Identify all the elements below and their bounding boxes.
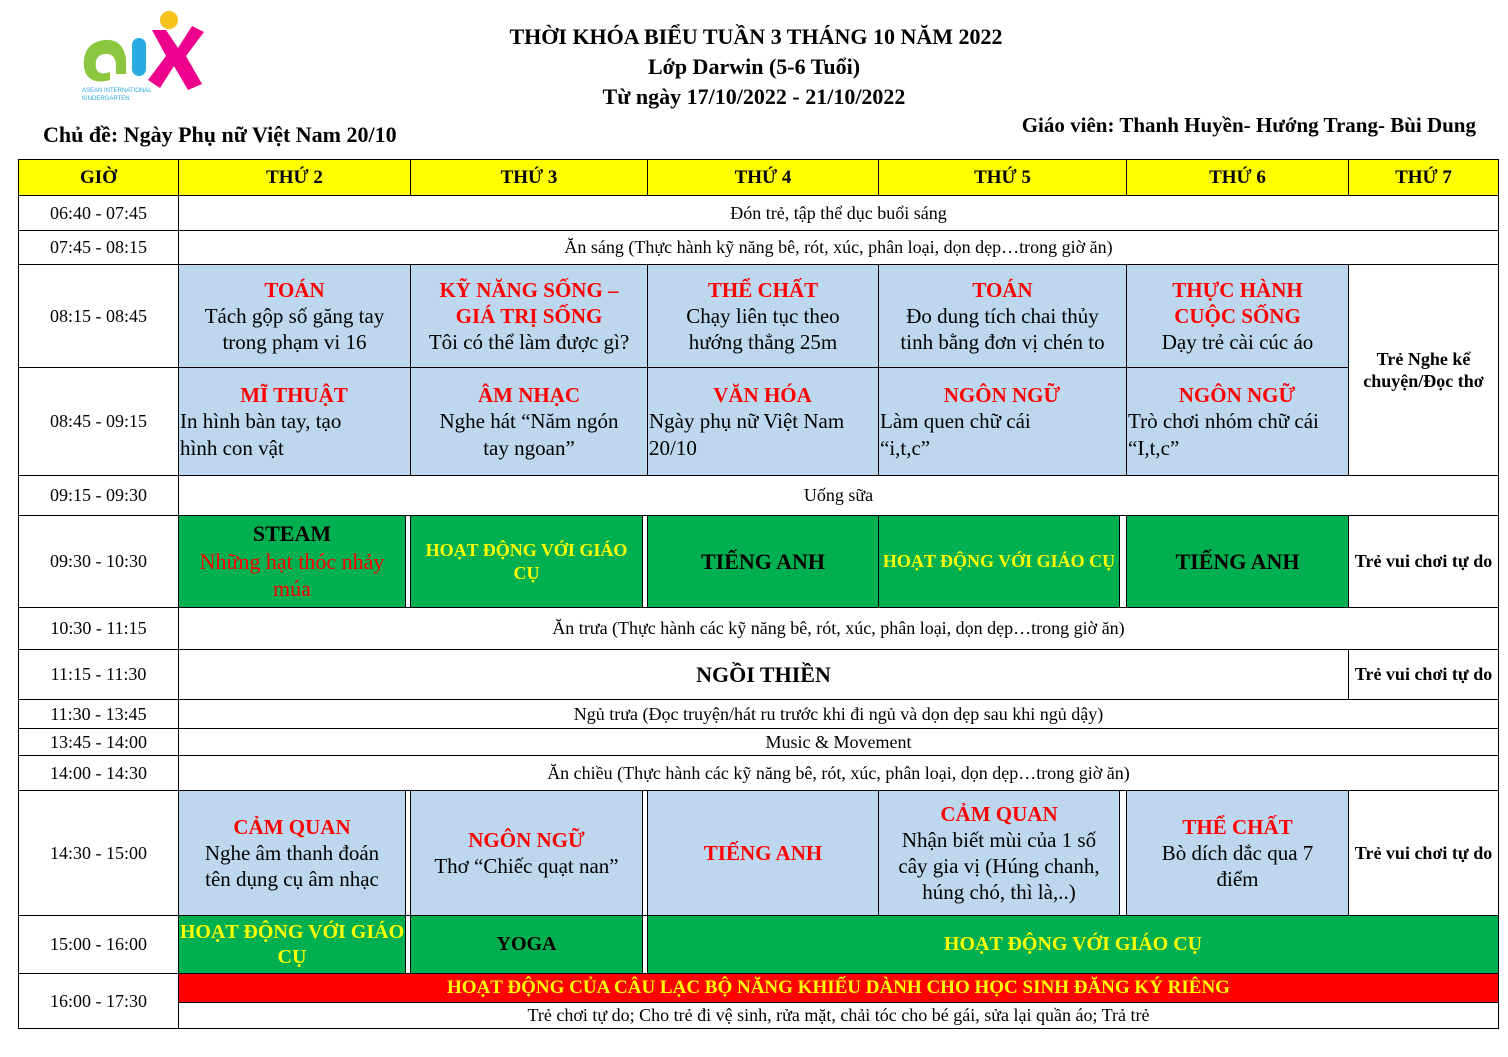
lesson-title: CẢM QUAN xyxy=(233,814,351,839)
col-header-tue: THỨ 3 xyxy=(410,159,648,196)
montessori-cell: HOẠT ĐỘNG VỚI GIÁO CỤ xyxy=(178,915,406,974)
lesson-line: húng chó, thì là,..) xyxy=(922,880,1076,905)
lesson-title: KỸ NĂNG SỐNG – xyxy=(439,277,619,302)
english-cell: TIẾNG ANH xyxy=(1126,515,1349,608)
col-header-fri: THỨ 6 xyxy=(1126,159,1349,196)
activity-pickup: Trẻ chơi tự do; Cho trẻ đi vệ sinh, rửa mặt, chải tóc cho bé gái, sửa lại quần áo; Trả trẻ xyxy=(178,1002,1499,1029)
activity-breakfast: Ăn sáng (Thực hành kỹ năng bê, rót, xúc, phân loại, dọn dẹp…trong giờ ăn) xyxy=(178,230,1499,265)
free-play-cell: Trẻ vui chơi tự do xyxy=(1348,649,1499,700)
lesson-cell xyxy=(410,790,643,916)
lesson-line: Nghe hát “Năm ngón xyxy=(439,409,619,434)
lesson-line: Thơ “Chiếc quạt nan” xyxy=(434,854,619,878)
lesson-cell xyxy=(878,264,1127,368)
lesson-line: tay ngoan” xyxy=(483,435,575,460)
time-slot: 14:30 - 15:00 xyxy=(18,790,179,916)
time-slot: 16:00 - 17:30 xyxy=(18,973,179,1029)
lesson-cell xyxy=(410,264,648,368)
col-header-mon: THỨ 2 xyxy=(178,159,411,196)
lesson-line: Dạy trẻ cài cúc áo xyxy=(1161,330,1314,355)
montessori-cell: HOẠT ĐỘNG VỚI GIÁO CỤ xyxy=(647,915,1499,974)
lesson-cell xyxy=(1126,790,1349,916)
lesson-cell xyxy=(178,367,411,476)
lesson-title: ÂM NHẠC xyxy=(477,383,581,408)
lesson-line: Chạy liên tục theo xyxy=(686,303,840,328)
logo-caption-top: ASEAN INTERNATIONAL xyxy=(82,88,152,94)
lesson-line: trong phạm vi 16 xyxy=(222,330,367,355)
free-play-cell: Trẻ vui chơi tự do xyxy=(1348,515,1499,608)
montessori-cell: HOẠT ĐỘNG VỚI GIÁO CỤ xyxy=(410,515,643,608)
lesson-cell xyxy=(647,367,879,476)
time-slot: 15:00 - 16:00 xyxy=(18,915,179,974)
lesson-title: CUỘC SỐNG xyxy=(1174,303,1301,328)
lesson-title: TOÁN xyxy=(264,277,325,302)
activity-lunch: Ăn trưa (Thực hành các kỹ năng bê, rót, xúc, phân loại, dọn dẹp…trong giờ ăn) xyxy=(178,607,1499,650)
lesson-title: NGÔN NGỮ xyxy=(943,383,1061,408)
time-slot: 11:15 - 11:30 xyxy=(18,649,179,700)
montessori-cell: HOẠT ĐỘNG VỚI GIÁO CỤ xyxy=(878,515,1120,608)
club-activities-banner: HOẠT ĐỘNG CỦA CÂU LẠC BỘ NĂNG KHIẾU DÀNH CHO HỌC SINH ĐĂNG KÝ RIÊNG xyxy=(178,973,1499,1003)
time-slot: 06:40 - 07:45 xyxy=(18,195,179,231)
lesson-cell xyxy=(878,790,1120,916)
lesson-title: VĂN HÓA xyxy=(713,383,812,408)
lesson-line: hình con vật xyxy=(180,435,284,460)
lesson-line: Tôi có thể làm được gì? xyxy=(428,330,630,355)
lesson-line: Bò dích dắc qua 7 xyxy=(1161,840,1314,865)
topic-label: Chủ đề: Ngày Phụ nữ Việt Nam 20/10 xyxy=(43,122,397,147)
lesson-line: điểm xyxy=(1216,867,1259,892)
activity-milk: Uống sữa xyxy=(178,475,1499,516)
lesson-line: tinh bằng đơn vị chén to xyxy=(900,330,1105,355)
lesson-line: Nhận biết mùi của 1 số xyxy=(901,827,1097,852)
lesson-title: THỰC HÀNH xyxy=(1172,277,1303,302)
lesson-line: 20/10 xyxy=(649,435,697,460)
lesson-line: tên dụng cụ âm nhạc xyxy=(205,867,379,892)
lesson-title: CẢM QUAN xyxy=(940,801,1058,826)
col-header-thu: THỨ 5 xyxy=(878,159,1127,196)
col-header-time: GIỜ xyxy=(18,159,179,196)
lesson-title: NGÔN NGỮ xyxy=(1178,383,1296,408)
lesson-cell xyxy=(647,790,879,916)
lesson-cell xyxy=(1126,367,1349,476)
time-slot: 08:45 - 09:15 xyxy=(18,367,179,476)
lesson-cell xyxy=(410,367,648,476)
time-slot: 11:30 - 13:45 xyxy=(18,699,179,729)
meditation-cell: NGỒI THIỀN xyxy=(178,649,1349,700)
saturday-morning: Trẻ Nghe kể chuyện/Đọc thơ xyxy=(1348,264,1499,476)
steam-subtitle: Những hạt thóc nhảy múa xyxy=(199,548,385,602)
time-slot: 14:00 - 14:30 xyxy=(18,755,179,791)
english-cell: TIẾNG ANH xyxy=(647,515,879,608)
lesson-line: cây gia vị (Húng chanh, xyxy=(898,854,1100,878)
lesson-line: Ngày phụ nữ Việt Nam xyxy=(649,409,845,434)
lesson-line: Đo dung tích chai thủy xyxy=(906,303,1099,328)
activity-snack: Ăn chiều (Thực hành các kỹ năng bê, rót, xúc, phân loại, dọn dẹp…trong giờ ăn) xyxy=(178,755,1499,791)
lesson-cell xyxy=(178,790,406,916)
lesson-line: “i,t,c” xyxy=(880,435,931,460)
lesson-title: TOÁN xyxy=(972,277,1033,302)
lesson-line: Trò chơi nhóm chữ cái xyxy=(1128,409,1319,434)
lesson-title: GIÁ TRỊ SỐNG xyxy=(455,303,603,328)
lesson-line: In hình bàn tay, tạo xyxy=(180,409,342,434)
yoga-cell: YOGA xyxy=(410,915,643,974)
lesson-title: NGÔN NGỮ xyxy=(468,827,585,852)
logo-caption-bottom: KINDERGARTEN xyxy=(82,96,130,102)
teachers-label: Giáo viên: Thanh Huyền- Hướng Trang- Bùi Dung xyxy=(1021,113,1476,137)
lesson-cell xyxy=(1126,264,1349,368)
lesson-line: Làm quen chữ cái xyxy=(880,409,1031,434)
lesson-line: Nghe âm thanh đoán xyxy=(204,840,380,865)
lesson-line: hướng thẳng 25m xyxy=(688,330,838,355)
date-range: Từ ngày 17/10/2022 - 21/10/2022 xyxy=(602,84,906,109)
class-name: Lớp Darwin (5-6 Tuổi) xyxy=(647,54,861,79)
time-slot: 10:30 - 11:15 xyxy=(18,607,179,650)
timetable xyxy=(18,159,1493,1033)
time-slot: 09:15 - 09:30 xyxy=(18,475,179,516)
time-slot: 09:30 - 10:30 xyxy=(18,515,179,608)
lesson-cell xyxy=(647,264,879,368)
time-slot: 08:15 - 08:45 xyxy=(18,264,179,368)
lesson-line: “I,t,c” xyxy=(1128,435,1180,460)
steam-cell xyxy=(178,515,406,608)
lesson-line: Tách gộp số găng tay xyxy=(204,303,385,328)
lesson-title: TIẾNG ANH xyxy=(703,840,823,865)
activity-music: Music & Movement xyxy=(178,728,1499,756)
schedule-title: THỜI KHÓA BIỂU TUẦN 3 THÁNG 10 NĂM 2022 xyxy=(509,24,1003,49)
lesson-cell xyxy=(878,367,1127,476)
steam-title: STEAM xyxy=(252,521,332,547)
lesson-title: THỂ CHẤT xyxy=(1182,814,1293,839)
lesson-title: THỂ CHẤT xyxy=(707,277,819,302)
lesson-title: MĨ THUẬT xyxy=(240,383,348,408)
lesson-cell xyxy=(178,264,411,368)
activity-arrival: Đón trẻ, tập thể dục buổi sáng xyxy=(178,195,1499,231)
free-play-cell: Trẻ vui chơi tự do xyxy=(1348,790,1499,916)
col-header-wed: THỨ 4 xyxy=(647,159,879,196)
time-slot: 13:45 - 14:00 xyxy=(18,728,179,756)
activity-nap: Ngủ trưa (Đọc truyện/hát ru trước khi đi ngủ và dọn dẹp sau khi ngủ dậy) xyxy=(178,699,1499,729)
time-slot: 07:45 - 08:15 xyxy=(18,230,179,265)
col-header-sat: THỨ 7 xyxy=(1348,159,1499,196)
